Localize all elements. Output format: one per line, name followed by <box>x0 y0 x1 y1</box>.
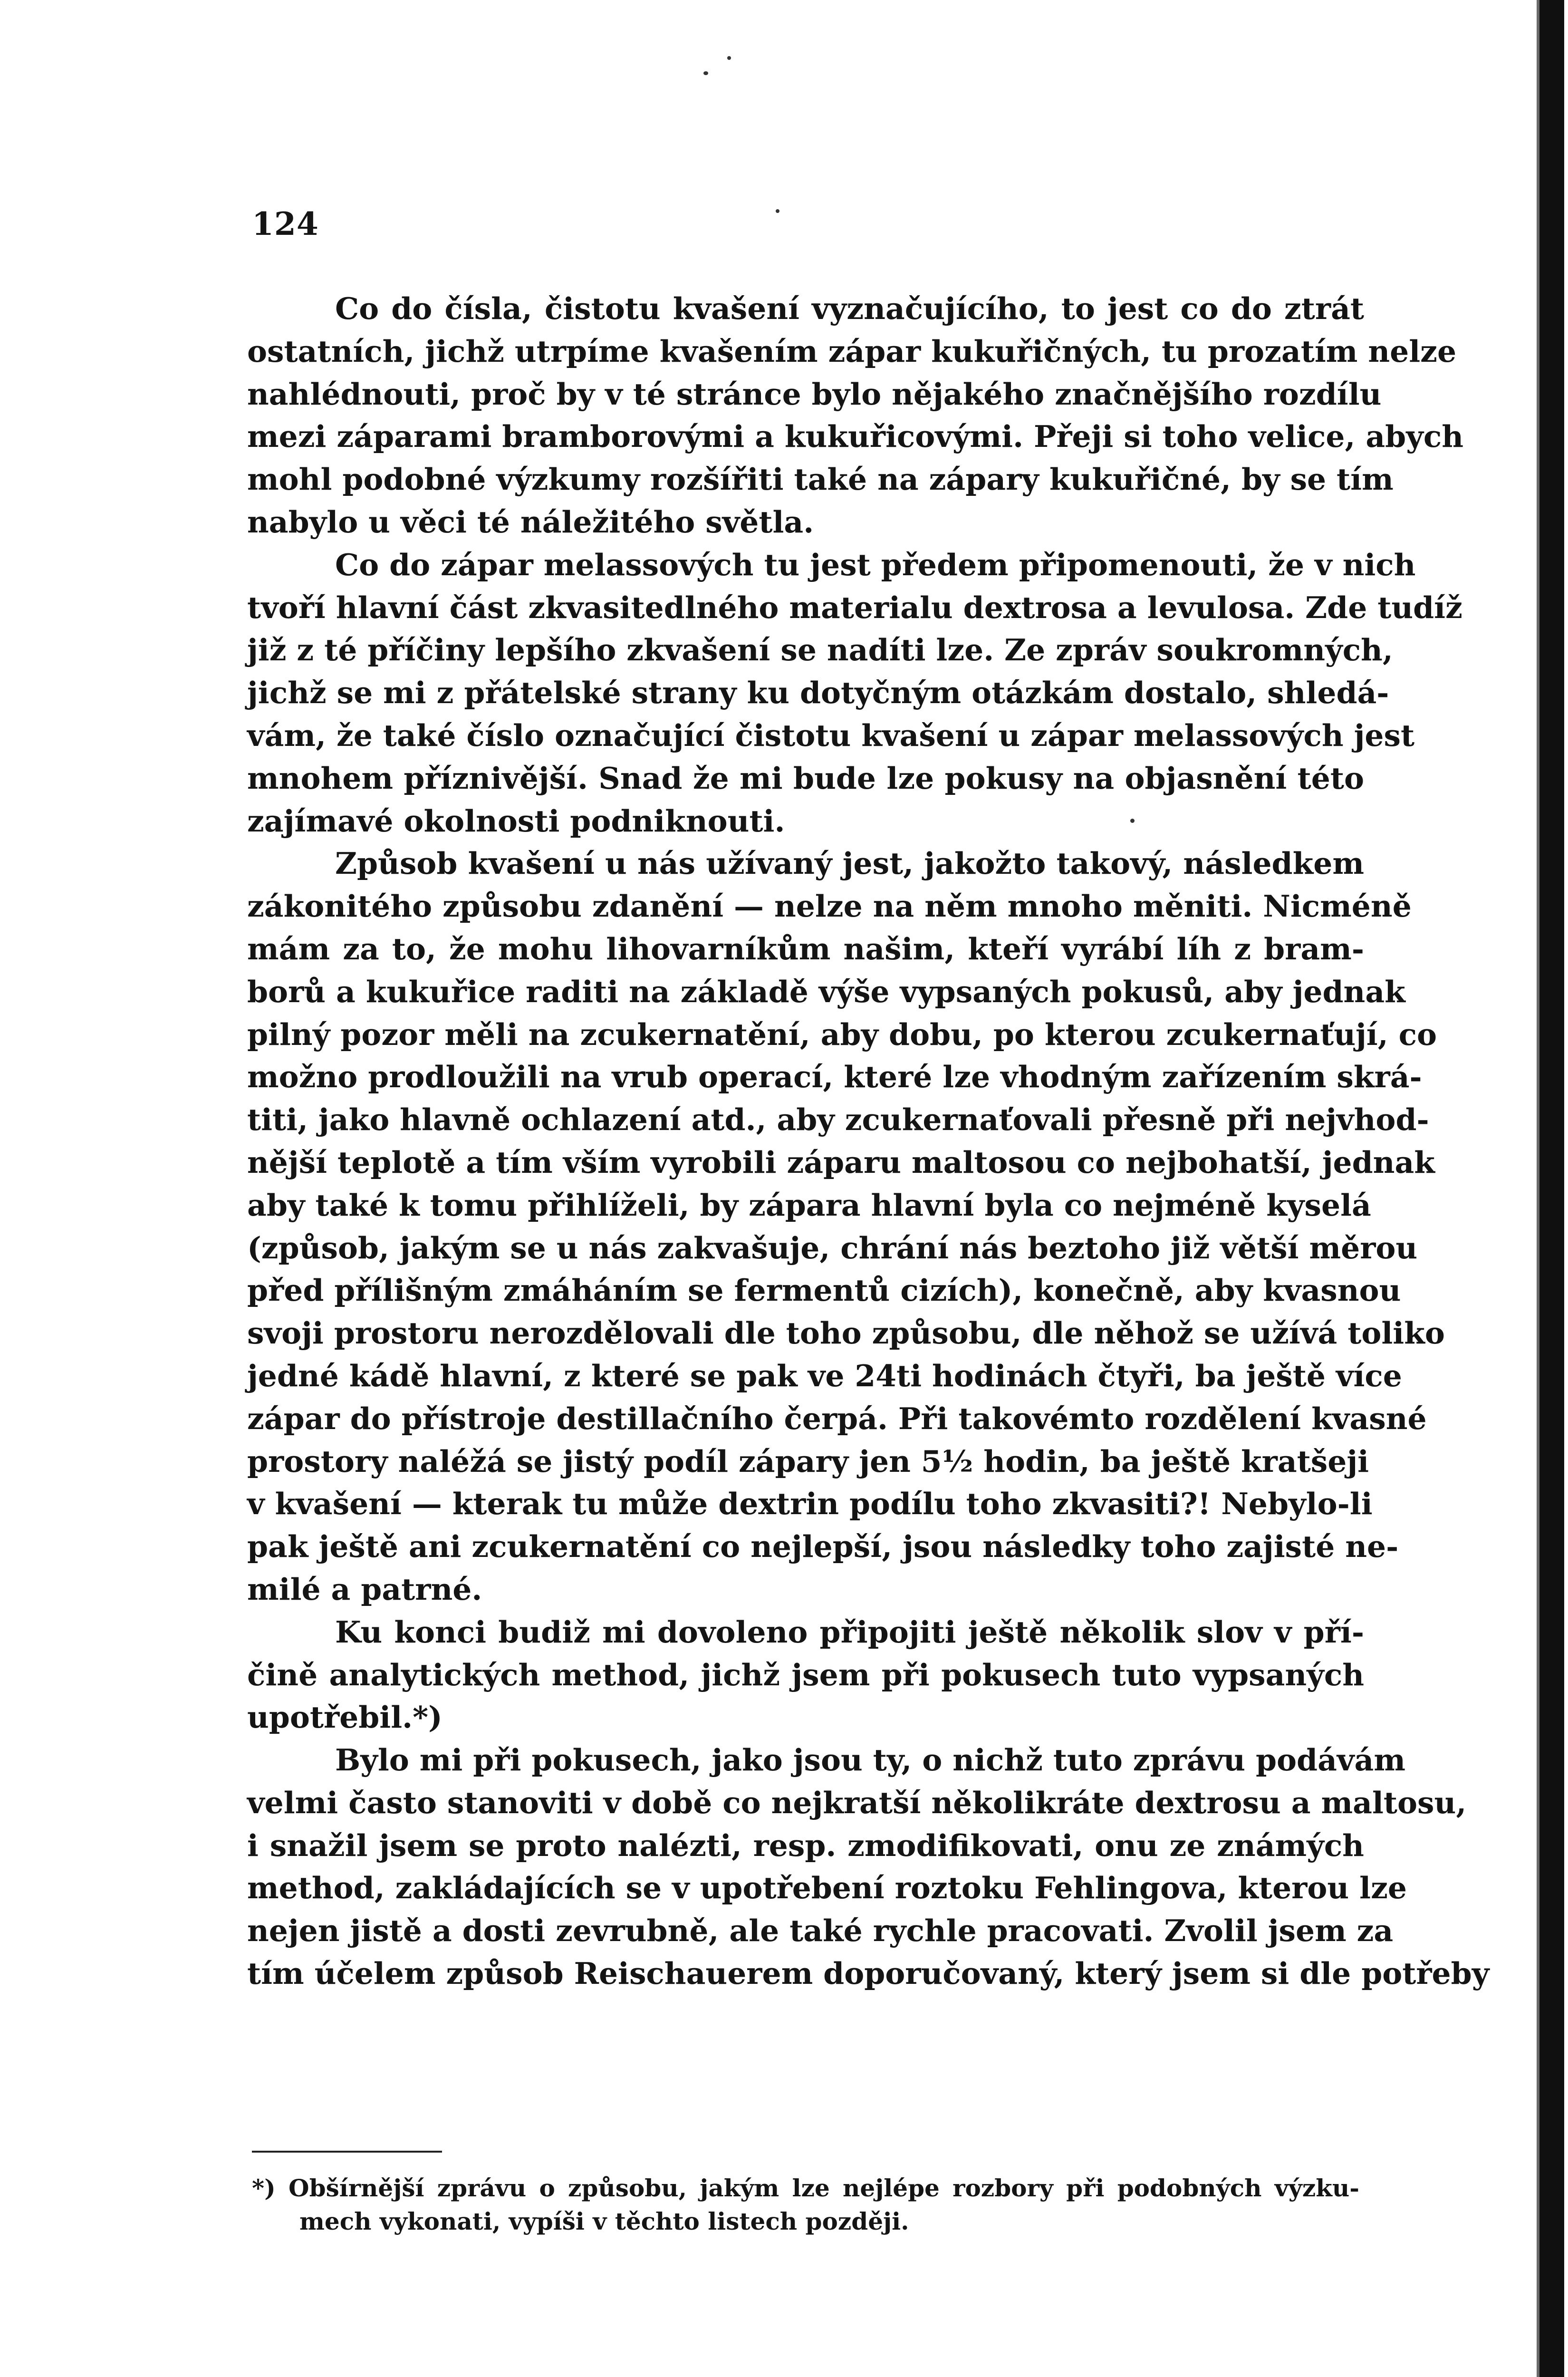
paragraph-5-line-6: tím účelem způsob Reischauerem doporučovaný, který jsem si dle potřeby <box>247 1956 1490 1991</box>
paragraph-3-line-6: možno prodloužili na vrub operací, které lze vhodným zařízením skrá- <box>247 1059 1422 1095</box>
paragraph-2-line-5: vám, že také číslo označující čistotu kvašení u zápar melassových jest <box>247 717 1415 753</box>
paragraph-2-line-7: zajímavé okolnosti podniknouti. <box>247 803 785 839</box>
paragraph-1-line-2: ostatních, jichž utrpíme kvašením zápar kukuřičných, tu prozatím nelze <box>247 333 1457 369</box>
paragraph-2-line-3: již z té příčiny lepšího zkvašení se nadíti lze. Ze zpráv soukromných, <box>247 632 1393 668</box>
paragraph-3-line-2: zákonitého způsobu zdanění — nelze na něm mnoho měniti. Nicméně <box>247 889 1412 924</box>
paragraph-3-line-18: milé a patrné. <box>247 1571 482 1607</box>
paragraph-1-line-5: mohl podobné výzkumy rozšířiti také na zápary kukuřičné, by se tím <box>247 462 1394 497</box>
paragraph-2-line-4: jichž se mi z přátelské strany ku dotyčným otázkám dostalo, shledá- <box>247 675 1389 711</box>
paragraph-3-line-15: prostory naléžá se jistý podíl zápary jen 5½ hodin, ba ještě kratšeji <box>247 1443 1369 1479</box>
paragraph-3-line-3: mám za to, že mohu lihovarníkům našim, kteří vyrábí líh z bram- <box>247 931 1364 966</box>
paragraph-5-line-1: Bylo mi při pokusech, jako jsou ty, o nichž tuto zprávu podávám <box>335 1742 1406 1778</box>
paragraph-3-line-10: (způsob, jakým se u nás zakvašuje, chrání nás beztoho již větší měrou <box>247 1230 1418 1266</box>
paragraph-3-line-5: pilný pozor měli na zcukernatění, aby dobu, po kterou zcukernaťují, co <box>247 1016 1437 1052</box>
paragraph-1-line-3: nahlédnouti, proč by v té stránce bylo nějakého značnějšího rozdílu <box>247 376 1382 412</box>
paragraph-5-line-2: velmi často stanoviti v době co nejkratší několikráte dextrosu a maltosu, <box>247 1785 1467 1820</box>
paragraph-3-line-7: titi, jako hlavně ochlazení atd., aby zcukernaťovali přesně při nejvhod- <box>247 1102 1429 1138</box>
paragraph-3-line-9: aby také k tomu přihlíželi, by zápara hlavní byla co nejméně kyselá <box>247 1187 1371 1223</box>
paragraph-3-line-11: před přílišným zmáháním se fermentů cizích), konečně, aby kvasnou <box>247 1273 1401 1308</box>
paragraph-5-line-4: method, zakládajících se v upotřebení roztoku Fehlingova, kterou lze <box>247 1870 1407 1906</box>
paragraph-3-line-4: borů a kukuřice raditi na základě výše vypsaných pokusů, aby jednak <box>247 974 1405 1009</box>
paragraph-1-line-4: mezi záparami bramborovými a kukuřicovými. Přeji si toho velice, abych <box>247 419 1464 454</box>
paragraph-4-line-3: upotřebil.*) <box>247 1700 443 1735</box>
paragraph-3-line-17: pak ještě ani zcukernatění co nejlepší, jsou následky toho zajisté ne- <box>247 1529 1399 1565</box>
paragraph-4-line-1: Ku konci budiž mi dovoleno připojiti ještě několik slov v pří- <box>335 1614 1364 1650</box>
paragraph-2-line-2: tvoří hlavní část zkvasitedlného materialu dextrosa a levulosa. Zde tudíž <box>247 589 1462 625</box>
paragraph-5-line-3: i snažil jsem se proto nalézti, resp. zmodifikovati, onu ze známých <box>247 1827 1364 1863</box>
paragraph-1-line-1: Co do čísla, čistotu kvašení vyznačujícího, to jest co do ztrát <box>335 291 1364 326</box>
paragraph-2-line-1: Co do zápar melassových tu jest předem připomenouti, že v nich <box>335 547 1416 582</box>
footnote-divider <box>252 2151 442 2153</box>
paragraph-1-line-6: nabylo u věci té náležitého světla. <box>247 504 814 540</box>
paragraph-3-line-16: v kvašení — kterak tu může dextrin podílu toho zkvasiti?! Nebylo-li <box>247 1486 1373 1522</box>
paragraph-3-line-1: Způsob kvašení u nás užívaný jest, jakožto takový, následkem <box>335 846 1364 881</box>
page-number: 124 <box>252 205 319 242</box>
body-text <box>247 288 1490 1995</box>
paragraph-3-line-13: jedné kádě hlavní, z které se pak ve 24ti hodinách čtyři, ba ještě více <box>247 1358 1402 1393</box>
paragraph-3-line-14: zápar do přístroje destillačního čerpá. Při takovémto rozdělení kvasné <box>247 1401 1427 1436</box>
footnote <box>252 2172 1359 2238</box>
paragraph-3-line-12: svoji prostoru nerozdělovali dle toho způsobu, dle něhož se užívá toliko <box>247 1315 1445 1351</box>
page-edge-shadow <box>1539 0 1564 2377</box>
page-edge-line <box>1537 0 1539 2377</box>
footnote-line-2: mech vykonati, vypíši v těchto listech později. <box>299 2207 909 2235</box>
paragraph-3-line-8: nější teplotě a tím vším vyrobili záparu maltosou co nejbohatší, jednak <box>247 1144 1435 1180</box>
paragraph-2-line-6: mnohem příznivější. Snad že mi bude lze pokusy na objasnění této <box>247 760 1364 796</box>
footnote-line-1: *) Obšírnější zprávu o způsobu, jakým lze nejlépe rozbory při podobných výzku- <box>252 2174 1359 2202</box>
paragraph-4-line-2: čině analytických method, jichž jsem při pokusech tuto vypsaných <box>247 1657 1364 1692</box>
paragraph-5-line-5: nejen jistě a dosti zevrubně, ale také rychle pracovati. Zvolil jsem za <box>247 1913 1394 1949</box>
